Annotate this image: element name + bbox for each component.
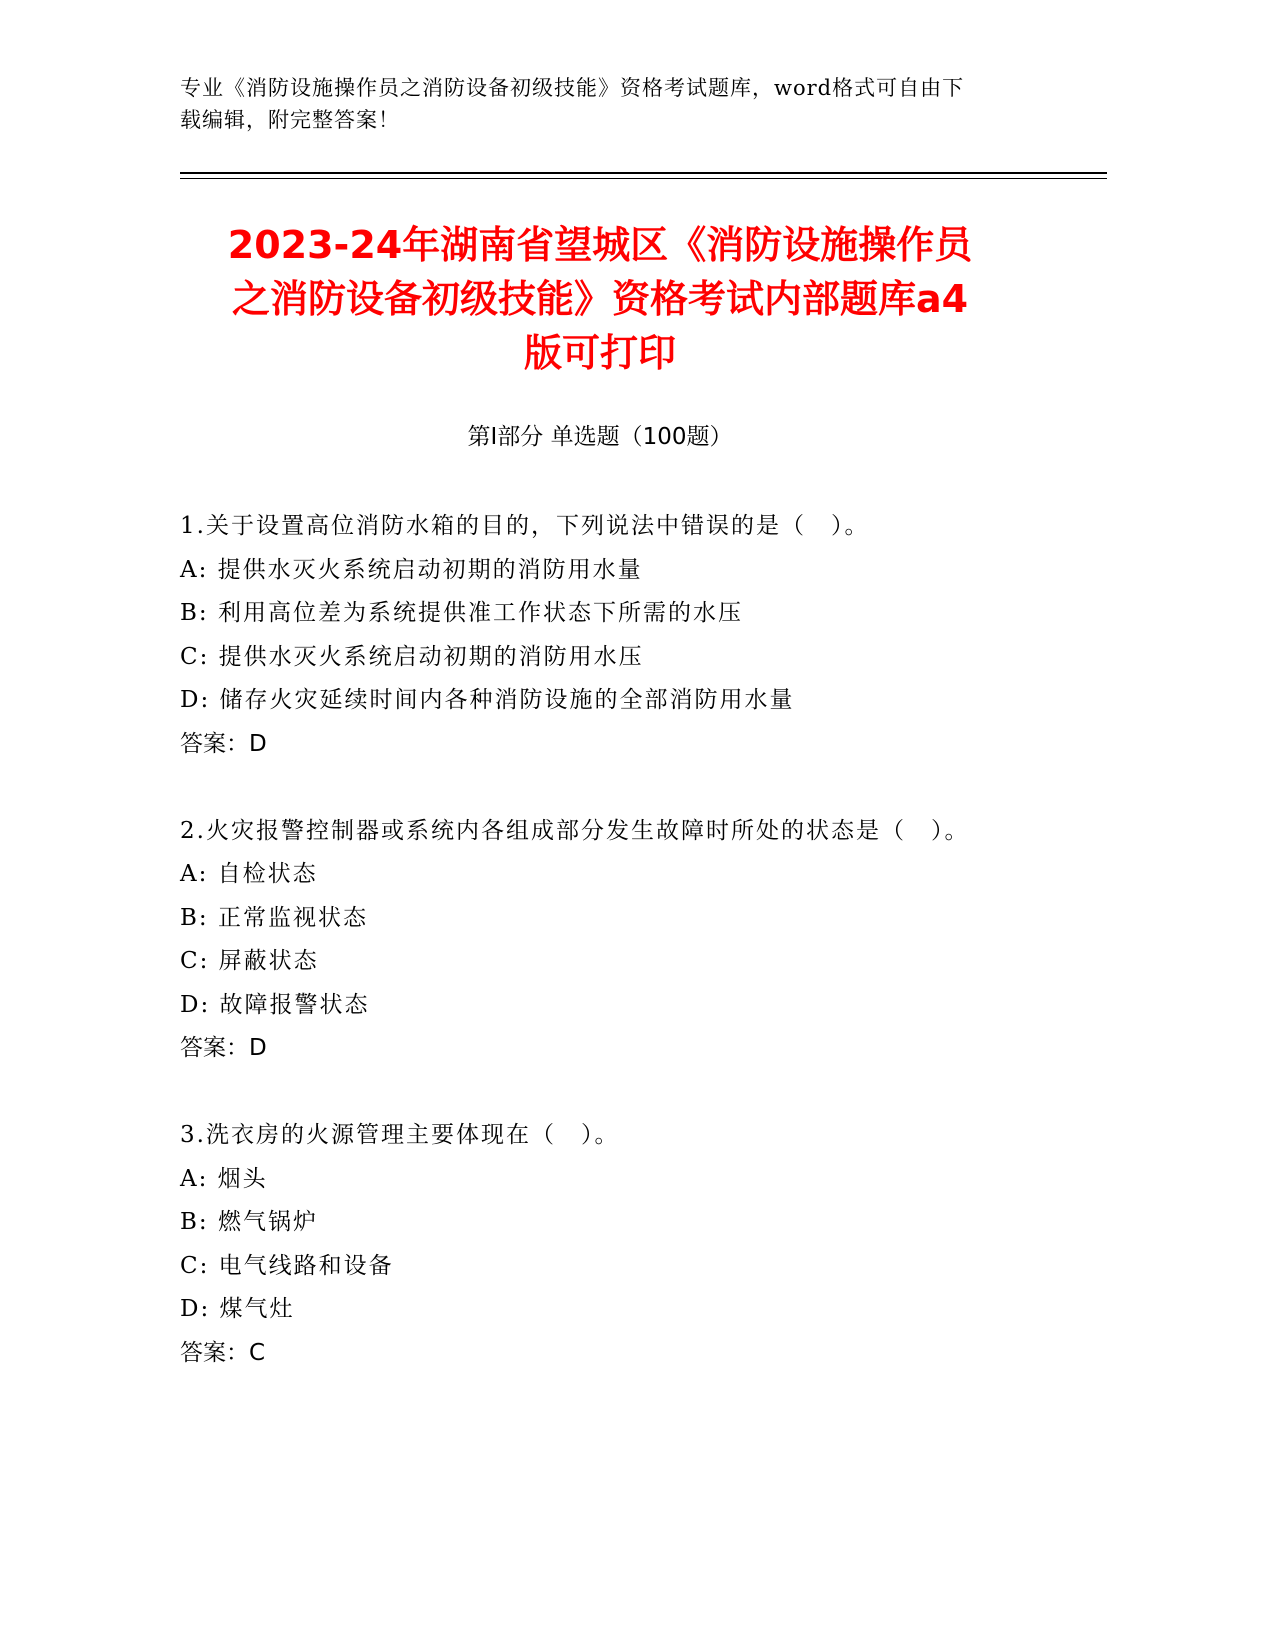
question-stem: 3.洗衣房的火源管理主要体现在（ ）。	[180, 1122, 620, 1148]
answer: 答案：D	[180, 730, 267, 757]
question-1	[180, 505, 1040, 766]
header-divider-thick	[180, 172, 1107, 174]
header-divider-thin	[180, 178, 1107, 179]
option-d: D: 煤气灶	[180, 1296, 295, 1322]
question-spacer	[180, 1071, 1040, 1115]
option-a: A: 提供水灭火系统启动初期的消防用水量	[180, 556, 643, 583]
option-d: D: 故障报警状态	[180, 991, 370, 1018]
option-a: A: 烟头	[180, 1165, 268, 1192]
answer: 答案：C	[180, 1339, 266, 1366]
question-spacer	[180, 766, 1040, 810]
option-c: C: 屏蔽状态	[180, 948, 319, 974]
option-b: B: 燃气锅炉	[180, 1209, 318, 1235]
document-title-line-1: 2023-24年湖南省望城区《消防设施操作员	[227, 223, 973, 267]
option-a: A: 自检状态	[180, 861, 318, 887]
question-2	[180, 810, 1040, 1071]
question-list	[180, 505, 1040, 1375]
answer: 答案：D	[180, 1035, 267, 1061]
question-stem: 1.关于设置高位消防水箱的目的，下列说法中错误的是（ ）。	[180, 513, 870, 539]
option-b: B: 利用高位差为系统提供准工作状态下所需的水压	[180, 600, 743, 626]
header-note	[180, 72, 1040, 136]
header-note-line-1: 专业《消防设施操作员之消防设备初级技能》资格考试题库，word格式可自由下	[180, 76, 965, 100]
option-d: D: 储存火灾延续时间内各种消防设施的全部消防用水量	[180, 687, 795, 713]
section-heading: 第Ⅰ部分 单选题（100题）	[467, 424, 733, 450]
document-title-line-2: 之消防设备初级技能》资格考试内部题库a4	[231, 277, 969, 321]
document-title-line-3: 版可打印	[523, 331, 676, 375]
option-c: C: 电气线路和设备	[180, 1252, 394, 1279]
question-stem: 2.火灾报警控制器或系统内各组成部分发生故障时所处的状态是（ ）。	[180, 817, 970, 844]
question-3	[180, 1114, 1040, 1375]
header-note-line-2: 载编辑，附完整答案！	[180, 108, 400, 132]
option-b: B: 正常监视状态	[180, 904, 368, 931]
document-title	[160, 218, 1040, 380]
option-c: C: 提供水灭火系统启动初期的消防用水压	[180, 643, 644, 670]
